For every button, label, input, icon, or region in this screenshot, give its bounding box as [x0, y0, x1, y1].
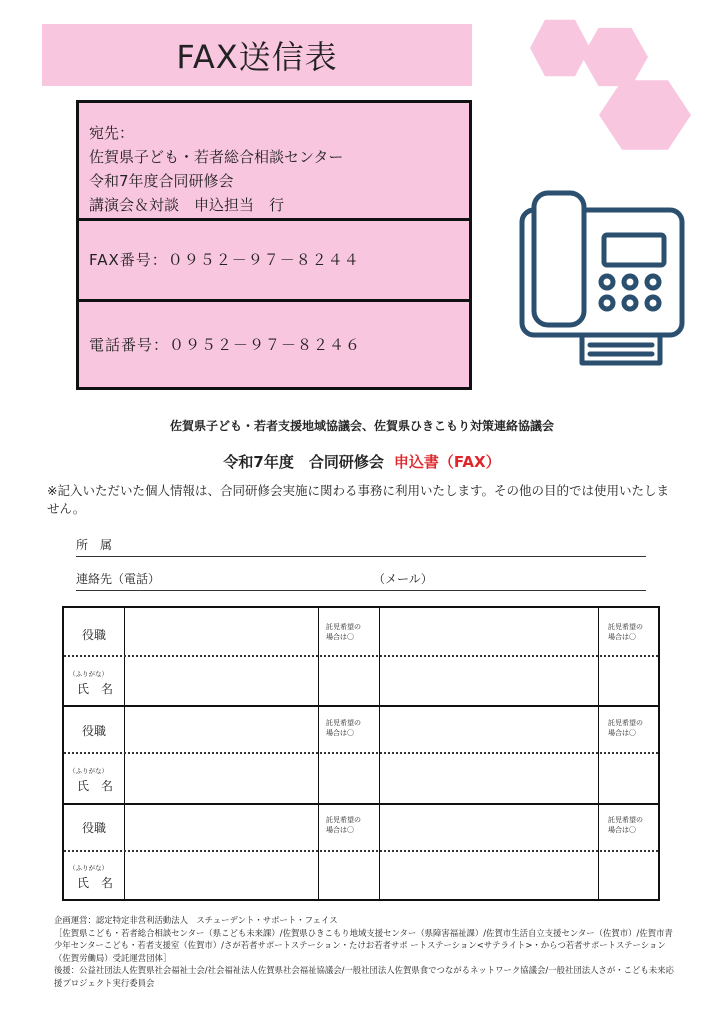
contact-field[interactable] [76, 568, 646, 591]
name-label: 氏 名 [77, 876, 114, 890]
phone-number: 電話番号：０９５２－９７－８２４６ [89, 335, 362, 354]
recipient-box [76, 100, 472, 390]
fax-machine-icon [512, 185, 692, 370]
footer [54, 914, 674, 989]
organizers: 佐賀県子ども・若者支援地域協議会、佐賀県ひきこもり対策連絡協議会 [169, 419, 554, 433]
affiliation-label: 所 属 [76, 538, 113, 552]
hexagon-decoration [599, 78, 691, 152]
affiliation-field[interactable] [76, 534, 646, 557]
role-label: 役職 [82, 821, 107, 835]
furigana-label: （ふりがな） [69, 670, 108, 678]
childcare-note: 託児希望の 場合は〇 [608, 719, 643, 737]
recipient-address [79, 103, 469, 221]
recipient-line: 宛先： [89, 124, 135, 142]
name-label: 氏 名 [77, 682, 114, 696]
recipient-line: 講演会＆対談 申込担当 行 [89, 196, 285, 214]
childcare-note: 託児希望の 場合は〇 [326, 623, 361, 641]
childcare-note: 託児希望の 場合は〇 [608, 816, 643, 834]
contact-tel-label: 連絡先（電話） [76, 572, 161, 586]
page-title: FAX送信表 [42, 24, 472, 86]
role-label: 役職 [82, 724, 107, 738]
role-label: 役職 [82, 628, 107, 642]
hexagon-decoration [530, 18, 590, 78]
fax-number: FAX番号：０９５２－９７－８２４４ [79, 221, 469, 302]
furigana-label: （ふりがな） [69, 864, 108, 872]
form-title-main: 令和7年度 合同研修会 [223, 453, 384, 471]
hexagon-decoration [582, 26, 648, 88]
participant-table [62, 606, 660, 901]
name-label: 氏 名 [77, 779, 114, 793]
footer-support: 後援：公益社団法人佐賀県社会福祉士会/社会福祉法人佐賀県社会福祉協議会/一般社団法人佐賀県食でつながるネットワーク協議会/一般社団法人さが・こども未来応援プロジェクト実行委員会 [54, 965, 674, 988]
childcare-note: 託児希望の 場合は〇 [608, 623, 643, 641]
contact-mail-label: （メール） [373, 572, 433, 586]
footer-organizer: 企画運営：認定特定非営利活動法人 スチューデント・サポート・フェイス [54, 915, 338, 925]
childcare-note: 託児希望の 場合は〇 [326, 816, 361, 834]
footer-entities: ［佐賀県こども・若者総合相談センター（県こども未来課）/佐賀県ひきこもり地域支援センター（県障害福祉課）/佐賀市生活自立支援センター（佐賀市）/佐賀市青少年センターこども・若者支援室（佐賀市）/さが若者サポートステーション・たけお若者サポ ートステーション<サテライト>・からつ若者サポートステーション（佐賀労働局）受託運営団体］ [54, 927, 673, 963]
recipient-line: 佐賀県子ども・若者総合相談センター [89, 148, 344, 166]
privacy-notice: ※記入いただいた個人情報は、合同研修会実施に関わる事務に利用いたします。その他の目的では使用いたしません。 [47, 483, 669, 516]
recipient-line: 令和7年度合同研修会 [89, 172, 234, 190]
form-title [0, 451, 724, 472]
furigana-label: （ふりがな） [69, 767, 108, 775]
childcare-note: 託児希望の 場合は〇 [326, 719, 361, 737]
form-title-red: 申込書（FAX） [393, 453, 501, 471]
